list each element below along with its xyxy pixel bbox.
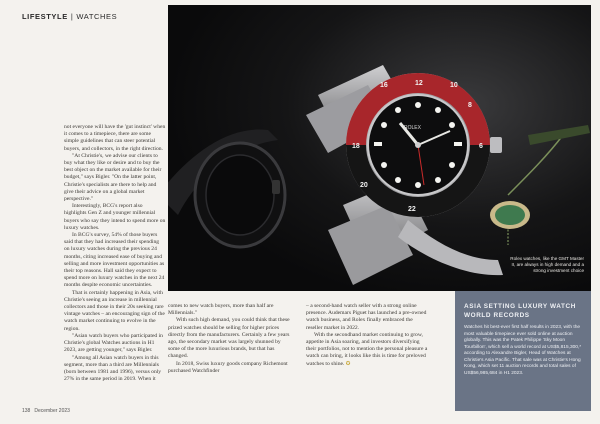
paragraph: "At Christie's, we advise our clients to buy what they like or desire and to buy the best object on the market available for their budget," says Bigler. "On the latter point, Christie's specialists are there to help and give their advice on a global market perspective." [64,152,162,203]
paragraph: "Asian watch buyers who participated in Christie's global Watches auctions in H1 2023, are getting younger," says Bigler. [64,332,163,354]
page-footer [22,408,70,414]
paragraph-text: With the secondhand market continuing to grow, appetite in Asia soaring, and investors diversifying their portfolios, not to mention the personal pleasure a watch can bring, it looks like this is time for preloved watches to shine. [306,331,428,367]
bezel-numeral: 10 [450,82,458,89]
photo-caption: Rolex watches, like the GMT Master II, are always in high demand and a strong investment choice [510,256,584,273]
dial-logo-text: ROLEX [404,125,421,131]
crown [490,137,502,153]
article-column-1 [64,124,166,383]
sidebar-title: ASIA SETTING LUXURY WATCH WORLD RECORDS [464,303,576,319]
bezel-numeral: 8 [468,102,472,109]
page-number: 138 [22,408,31,414]
paragraph: That is certainly happening in Asia, with Christie's seeing an increase in millennial collectors and those in their 20s seeking rare vintage watches – an encouraging sign of the watch market continuing to evolve in the region. [64,289,165,332]
sidebar-box [455,291,591,411]
paragraph: Interestingly, BCG's report also highlights Gen Z and younger millennial buyers who say they intend to spend more on luxury watches. [64,203,166,231]
issue-date: December 2023 [34,408,70,414]
sidebar-body: Watches hit best-ever first half results in 2023, with the most valuable timepiece ever sold online at auction globally. This was the Patek Philippe 'Sky Moon Tourbillon', which sell a world record at US$5,815,300,* according to Alexandre Bigler, Head of Watches at Christie's Asia Pacific. That sale was at Christie's Hong Kong, which set 11 auction records and total sales of US$56,985,684 in H1 2023. [464,325,582,376]
section-label: LIFESTYLE [22,12,68,21]
paragraph: comes to new watch buyers, more than half are Millennials." [168,303,274,317]
bezel-numeral: 18 [352,143,360,150]
bezel-numeral: 12 [415,80,423,87]
bezel-numeral: 20 [360,182,368,189]
section-separator: | [70,12,74,21]
section-header [22,12,117,21]
paragraph: – a second-hand watch seller with a strong online presence. Audemars Piguet has launched a pre-owned watch business, and Rolex finally embraced the reseller market in 2022. [306,303,427,331]
bezel-numeral: 16 [380,82,388,89]
bezel-numeral: 22 [408,206,416,213]
paragraph: In 2018, Swiss luxury goods company Richemont purchased Watchfinder [168,360,288,374]
paragraph [306,332,429,368]
watch-illustration [168,5,591,291]
section-topic: WATCHES [76,12,118,21]
bezel-numeral: 6 [479,143,483,150]
article-column-2 [168,303,291,375]
paragraph: With such high demand, you could think that these prized watches should be selling for higher prices directly from the manufacturers. Certainly a few years ago, the secondary market was largely shunned by some of the more luxurious brands, but that has changed. [168,317,290,360]
paragraph: "Among all Asian watch buyers in this segment, more than a third are Millennials (born between 1981 and 1996), versus only 27% in the same period in 2019. When it [64,354,162,383]
article-column-3 [306,303,429,368]
paragraph: not everyone will have the 'gut instinct' when it comes to a timepiece, there are some simple guidelines that can steer potential buyers, and collectors, in the right direction. [64,124,166,152]
paragraph: In BCG's survey, 54% of those buyers said that they had increased their spending on luxury watches during the previous 24 months, citing increased ease of buying and selling and more investment opportunities as their top reasons. Hall said they expect to spend more on luxury watches in the next 24 months despite economic uncertainties. [64,232,165,289]
watch-photo [168,5,591,291]
end-mark-icon: ✪ [345,360,351,367]
